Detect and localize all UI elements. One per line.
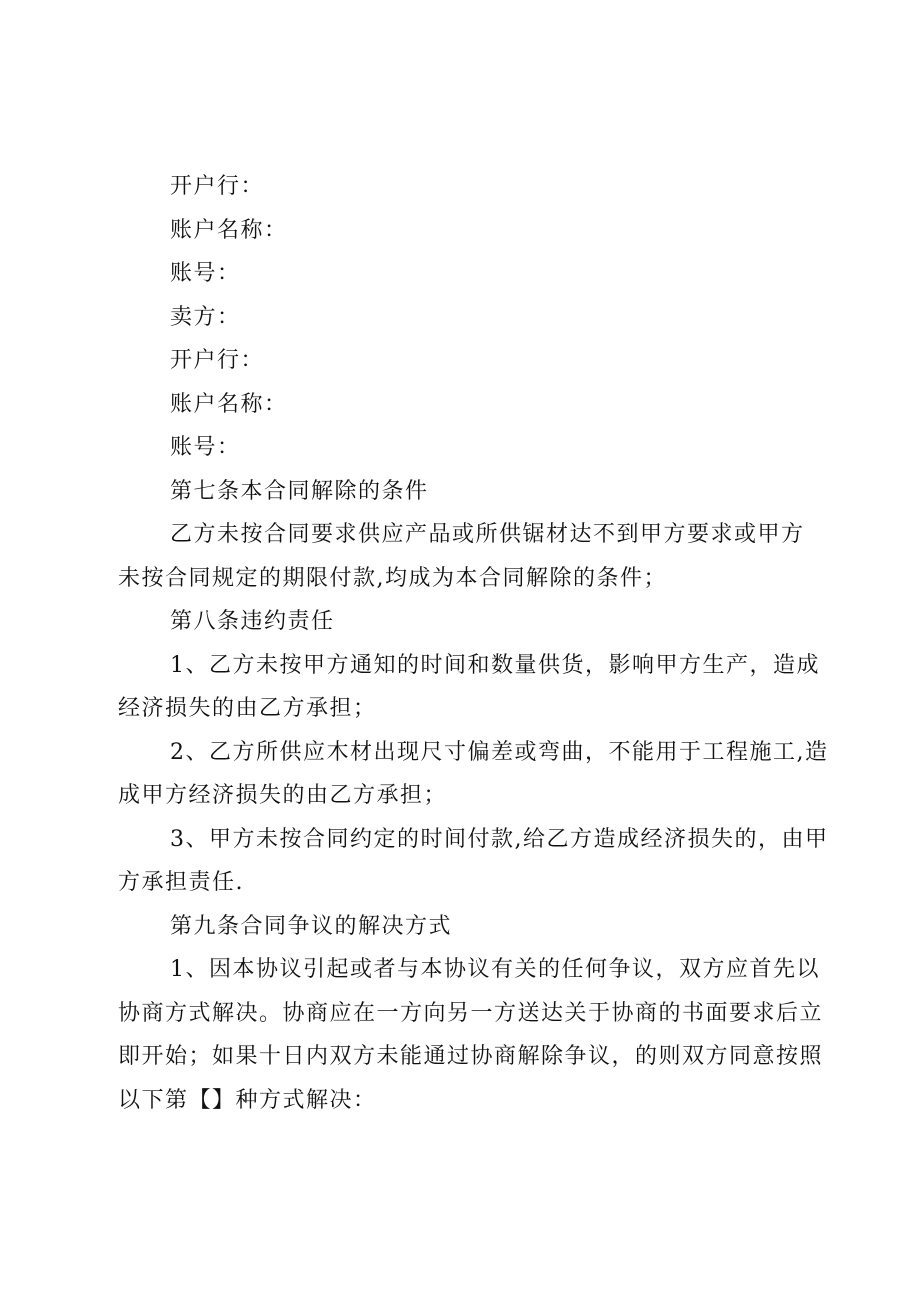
article-7-paragraph-line: 乙方未按合同要求供应产品或所供锯材达不到甲方要求或甲方 [170, 522, 805, 547]
article-8-item-1-line: 经济损失的由乙方承担； [118, 696, 377, 721]
article-8-item-2-line: 2、乙方所供应木材出现尺寸偏差或弯曲，不能用于工程施工,造 [170, 739, 829, 765]
document-body [118, 165, 829, 1122]
article-9-item-1-line: 1、因本协议引起或者与本协议有关的任何争议，双方应首先以 [170, 957, 820, 982]
article-8-item-3-line: 方承担责任. [118, 870, 244, 895]
article-8-item-1-line: 1、乙方未按甲方通知的时间和数量供货，影响甲方生产，造成 [170, 652, 820, 678]
article-8-item-3-line: 3、甲方未按合同约定的时间付款,给乙方造成经济损失的，由甲 [170, 826, 829, 852]
seller-account-name-label: 账户名称： [170, 391, 288, 417]
article-7-heading: 第七条本合同解除的条件 [170, 478, 429, 504]
seller-account-number-label: 账号： [170, 435, 241, 460]
buyer-bank-label: 开户行： [170, 174, 265, 199]
article-9-heading: 第九条合同争议的解决方式 [170, 913, 453, 939]
buyer-account-number-label: 账号： [170, 261, 241, 286]
article-8-item-2-line: 成甲方经济损失的由乙方承担； [118, 783, 448, 808]
article-9-item-1-line: 协商方式解决。协商应在一方向另一方送达关于协商的书面要求后立 [118, 1000, 824, 1026]
seller-label: 卖方： [170, 304, 241, 330]
article-7-paragraph-line: 未按合同规定的期限付款,均成为本合同解除的条件； [118, 565, 667, 591]
article-9-item-1-line: 即开始；如果十日内双方未能通过协商解除争议，的则双方同意按照 [118, 1044, 824, 1069]
article-9-item-1-line: 以下第【】种方式解决： [118, 1087, 377, 1113]
buyer-account-name-label: 账户名称： [170, 217, 288, 243]
article-8-heading: 第八条违约责任 [170, 609, 335, 634]
seller-bank-label: 开户行： [170, 348, 265, 373]
